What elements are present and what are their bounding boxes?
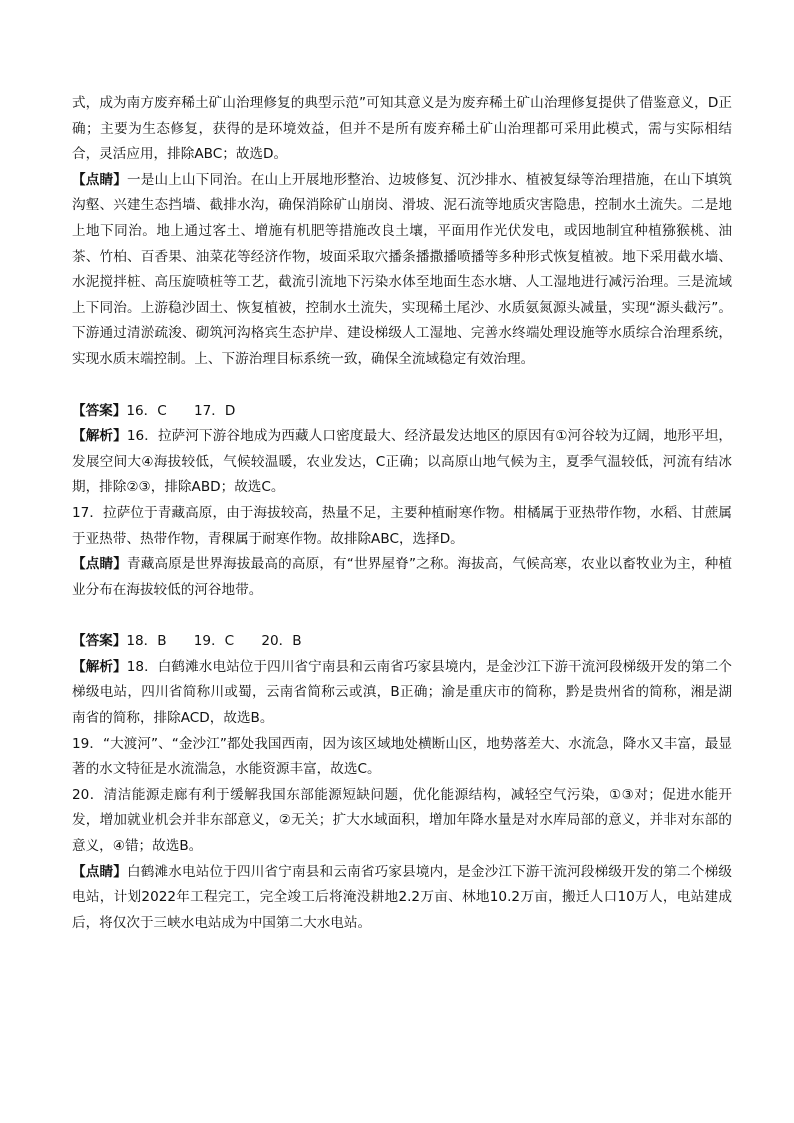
- section-gap: [72, 603, 732, 629]
- answer-tag: 【答案】: [72, 402, 127, 419]
- comment-text: 青藏高原是世界海拔最高的高原，有“世界屋脊”之称。海拔高，气候高寒，农业以畜牧业为主，种植业分布在海拔较低的河谷地带。: [72, 556, 732, 598]
- paragraph-answer: [72, 629, 732, 655]
- analysis-text: 16．拉萨河下游谷地成为西藏人口密度最大、经济最发达地区的原因有①河谷较为辽阔，地形平坦，发展空间大④海拔较低，气候较温暖，农业发达，C正确；以高原山地气候为主，夏季气温较低，河流有结冰期，排除②③，排除ABD；故选C。: [72, 428, 733, 496]
- answer-text: 18．B 19．C 20．B: [126, 633, 302, 650]
- paragraph-analysis-20: 20．清洁能源走廊有利于缓解我国东部能源短缺问题，优化能源结构，减轻空气污染，①③对；促进水能开发，增加就业机会并非东部意义，②无关；扩大水域面积，增加年降水量是对水库局部的意义，并非对东部的意义，④错；故选B。: [72, 786, 732, 855]
- answer-text: 16．C 17．D: [126, 402, 236, 419]
- comment-tag: 【点睛】: [72, 171, 128, 188]
- comment-text: 白鹤滩水电站位于四川省宁南县和云南省巧家县境内，是金沙江下游干流河段梯级开发的第二个梯级电站，计划2022年工程完工，完全竣工后将淹没耕地2.2万亩、林地10.2万亩，搬迁人口10万人，电站建成后，将仅次于三峡水电站成为中国第二大水电站。: [72, 863, 732, 931]
- paragraph-answer: [72, 399, 732, 425]
- paragraph-analysis: [72, 424, 732, 501]
- paragraph-analysis-19: 19．“大渡河”、“金沙江”都处我国西南，因为该区域地处横断山区，地势落差大、水流急，降水又丰富，最显著的水文特征是水流湍急，水能资源丰富，故选C。: [72, 735, 732, 778]
- paragraph-analysis: [72, 655, 732, 732]
- comment-tag: 【点睛】: [72, 863, 128, 880]
- section-gap: [72, 373, 732, 399]
- analysis-tag: 【解析】: [72, 658, 127, 675]
- paragraph-comment: [72, 860, 732, 937]
- paragraph-continuation: 式，成为南方废弃稀土矿山治理修复的典型示范”可知其意义是为废弃稀土矿山治理修复提供了借鉴意义，D正确；主要为生态修复，获得的是环境效益，但并不是所有废弃稀土矿山治理都可采用此模式，需与实际相结合，灵活应用，排除ABC；故选D。: [72, 95, 732, 163]
- answer-tag: 【答案】: [72, 633, 127, 650]
- paragraph-analysis-17: 17．拉萨位于青藏高原，由于海拔较高，热量不足，主要种植耐寒作物。柑橘属于亚热带作物，水稻、甘蔗属于亚热带、热带作物，青稞属于耐寒作物。故排除ABC，选择D。: [72, 504, 732, 547]
- paragraph-comment: [72, 552, 732, 603]
- comment-tag: 【点睛】: [72, 556, 127, 573]
- analysis-tag: 【解析】: [72, 428, 127, 445]
- document-page: [72, 91, 732, 936]
- analysis-text: 18．白鹤滩水电站位于四川省宁南县和云南省巧家县境内，是金沙江下游干流河段梯级开发的第二个梯级电站，四川省简称川或蜀，云南省简称云或滇，B正确；渝是重庆市的简称，黔是贵州省的简称，湘是湖南省的简称，排除ACD，故选B。: [72, 658, 733, 727]
- paragraph-comment: [72, 168, 732, 373]
- comment-text: 一是山上山下同治。在山上开展地形整治、边坡修复、沉沙排水、植被复绿等治理措施，在山下填筑沟壑、兴建生态挡墙、截排水沟，确保消除矿山崩岗、滑坡、泥石流等地质灾害隐患，控制水土流失。二是地上地下同治。地上通过客土、增施有机肥等措施改良土壤，平面用作光伏发电，或因地制宜种植猕猴桃、油茶、竹柏、百香果、油菜花等经济作物，坡面采取穴播条播撒播喷播等多种形式恢复植被。地下采用截水墙、水泥搅拌桩、高压旋喷桩等工艺，截流引流地下污染水体至地面生态水塘、人工湿地进行减污治理。三是流域上下同治。上游稳沙固土、恢复植被，控制水土流失，实现稀土尾沙、水质氨氮源头减量，实现“源头截污”。下游通过清淤疏浚、砌筑河沟格宾生态护岸、建设梯级人工湿地、完善水终端处理设施等水质综合治理系统，实现水质末端控制。上、下游治理目标系统一致，确保全流域稳定有效治理。: [72, 171, 732, 367]
